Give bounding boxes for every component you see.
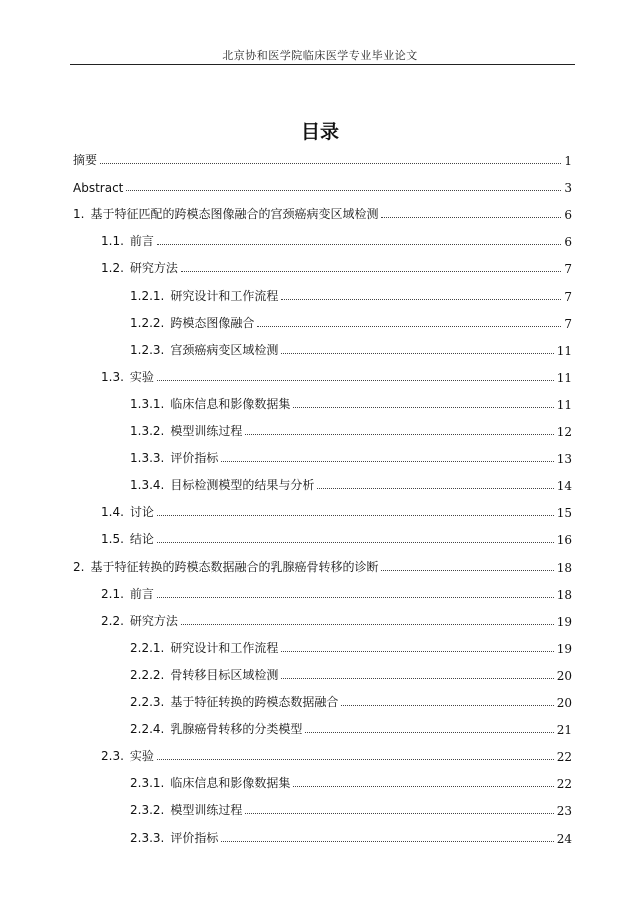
toc-entry-page: 6 bbox=[564, 235, 572, 250]
dot-leader bbox=[181, 624, 554, 625]
toc-entry-page: 11 bbox=[556, 343, 572, 358]
toc-entry-page: 18 bbox=[556, 587, 572, 602]
toc-entry-title: 评价指标 bbox=[170, 451, 219, 466]
toc-entry-title: 实验 bbox=[129, 749, 154, 764]
toc-entry-title: 研究设计和工作流程 bbox=[170, 640, 279, 655]
toc-entry-page: 22 bbox=[556, 777, 572, 792]
toc-entry[interactable] bbox=[130, 717, 572, 737]
toc-entry-page: 21 bbox=[556, 723, 572, 738]
dot-leader bbox=[100, 163, 561, 164]
toc-entry-label bbox=[130, 341, 278, 358]
toc-entry[interactable] bbox=[130, 338, 572, 358]
toc-entry-number: 2.3.2. bbox=[130, 803, 165, 818]
toc-entry-number: 1.2.3. bbox=[130, 342, 165, 357]
toc-entry-label bbox=[130, 449, 218, 466]
dot-leader bbox=[293, 786, 553, 787]
dot-leader bbox=[381, 570, 553, 571]
toc-entry-page: 19 bbox=[556, 641, 572, 656]
toc-entry-number: 2.3.3. bbox=[130, 830, 165, 845]
toc-entry-title: 前言 bbox=[129, 586, 154, 601]
toc-entry[interactable] bbox=[130, 663, 572, 683]
toc-entry-label bbox=[73, 205, 378, 222]
toc-entry-title: 目标检测模型的结果与分析 bbox=[170, 478, 315, 493]
toc-entry[interactable] bbox=[73, 175, 572, 195]
toc-entry-title: 基于特征转换的跨模态数据融合 bbox=[170, 695, 339, 709]
toc-entry-label bbox=[73, 151, 97, 168]
toc-entry-title: 研究设计和工作流程 bbox=[170, 288, 279, 303]
toc-entry[interactable] bbox=[101, 744, 572, 764]
dot-leader bbox=[281, 678, 553, 679]
toc-entry-label bbox=[101, 585, 154, 602]
toc-entry-label bbox=[130, 666, 278, 683]
toc-entry[interactable] bbox=[130, 311, 572, 331]
toc-entry-title: 宫颈癌病变区域检测 bbox=[170, 342, 279, 357]
toc-entry-page: 11 bbox=[556, 397, 572, 412]
toc-entry[interactable] bbox=[130, 392, 572, 412]
toc-entry-label bbox=[101, 747, 154, 764]
toc-entry-number: 1.3.2. bbox=[130, 424, 165, 438]
toc-entry[interactable] bbox=[130, 636, 572, 656]
toc-entry-title: 骨转移目标区域检测 bbox=[170, 667, 279, 682]
toc-entry-number: 1.1. bbox=[101, 234, 124, 249]
toc-entry-number: 2. bbox=[73, 559, 85, 574]
toc-entry-number: 2.2.3. bbox=[130, 695, 165, 709]
dot-leader bbox=[281, 651, 553, 652]
toc-entry-label bbox=[130, 720, 302, 737]
toc-entry[interactable] bbox=[130, 690, 572, 710]
toc-entry[interactable] bbox=[73, 202, 572, 222]
toc-entry[interactable] bbox=[101, 500, 572, 520]
toc-entry-page: 6 bbox=[564, 208, 572, 223]
toc-entry-number: 1. bbox=[73, 207, 85, 222]
dot-leader bbox=[157, 597, 554, 598]
dot-leader bbox=[245, 434, 553, 435]
toc-entry-label bbox=[130, 801, 242, 818]
toc-entry-page: 13 bbox=[556, 452, 572, 467]
dot-leader bbox=[126, 190, 561, 191]
toc-entry[interactable] bbox=[130, 419, 572, 439]
toc-entry-number: 1.3. bbox=[101, 369, 124, 384]
toc-entry[interactable] bbox=[130, 771, 572, 791]
dot-leader bbox=[157, 542, 554, 543]
toc-entry-number: 1.4. bbox=[101, 505, 124, 520]
toc-entry-label bbox=[101, 530, 154, 547]
toc-entry-page: 16 bbox=[556, 533, 572, 548]
header-rule bbox=[70, 64, 575, 65]
toc-entry-page: 12 bbox=[556, 425, 572, 439]
toc-entry[interactable] bbox=[130, 798, 572, 818]
toc-entry-number: 2.2.1. bbox=[130, 640, 165, 655]
toc-entry-title: 临床信息和影像数据集 bbox=[170, 776, 291, 791]
toc-entry-number: 2.2.2. bbox=[130, 667, 165, 682]
toc-entry-title: 模型训练过程 bbox=[170, 803, 243, 818]
toc-entry-title: 实验 bbox=[129, 369, 154, 384]
toc-entry[interactable] bbox=[73, 555, 572, 575]
toc-entry-number: 2.3.1. bbox=[130, 776, 165, 791]
toc-entry-title: 研究方法 bbox=[129, 613, 178, 628]
toc-entry-page: 18 bbox=[556, 560, 572, 575]
toc-entry[interactable] bbox=[130, 473, 572, 493]
toc-entry-number: 2.1. bbox=[101, 586, 124, 601]
toc-entry-label bbox=[130, 422, 242, 439]
toc-entry[interactable] bbox=[130, 446, 572, 466]
toc-entry-page: 7 bbox=[564, 316, 572, 331]
toc-entry-label bbox=[101, 503, 154, 520]
toc-entry-page: 11 bbox=[556, 370, 572, 385]
dot-leader bbox=[221, 841, 553, 842]
dot-leader bbox=[381, 217, 561, 218]
toc-entry-label bbox=[101, 232, 154, 249]
toc-entry-title: 跨模态图像融合 bbox=[170, 315, 255, 330]
dot-leader bbox=[341, 705, 553, 706]
toc-entry-page: 3 bbox=[564, 181, 572, 196]
toc-entry-title: 评价指标 bbox=[170, 830, 219, 845]
toc-entry-page: 22 bbox=[556, 750, 572, 765]
toc-entry-title: 结论 bbox=[129, 532, 154, 547]
toc-entry-label bbox=[130, 774, 290, 791]
toc-entry-number: 1.2. bbox=[101, 261, 124, 276]
dot-leader bbox=[157, 759, 554, 760]
toc-title: 目录 bbox=[300, 121, 339, 143]
toc-entry-number: 2.2.4. bbox=[130, 722, 165, 737]
toc-entry-title: 基于特征匹配的跨模态图像融合的宫颈癌病变区域检测 bbox=[90, 207, 379, 222]
toc-entry-page: 19 bbox=[556, 614, 572, 629]
toc-entry-number: 2.2. bbox=[101, 613, 124, 628]
dot-leader bbox=[281, 353, 553, 354]
dot-leader bbox=[157, 244, 561, 245]
toc-entry-label bbox=[130, 287, 278, 304]
toc-entry-label bbox=[73, 181, 123, 195]
toc-entry-label bbox=[101, 368, 154, 385]
toc-entry-label bbox=[73, 558, 378, 575]
toc-entry-page: 20 bbox=[556, 696, 572, 710]
dot-leader bbox=[317, 488, 553, 489]
toc-entry-page: 7 bbox=[564, 262, 572, 277]
dot-leader bbox=[157, 380, 554, 381]
toc-entry-label bbox=[130, 476, 314, 493]
toc-entry-page: 14 bbox=[556, 479, 572, 494]
dot-leader bbox=[157, 515, 554, 516]
toc-entry-page: 7 bbox=[564, 289, 572, 304]
toc-entry[interactable] bbox=[130, 284, 572, 304]
toc-entry[interactable] bbox=[101, 365, 572, 385]
toc-entry-label bbox=[130, 314, 254, 331]
dot-leader bbox=[221, 461, 553, 462]
toc-entry[interactable] bbox=[73, 148, 572, 168]
toc-entry-number: 1.3.1. bbox=[130, 396, 165, 411]
toc-entry-page: 15 bbox=[556, 506, 572, 521]
toc-entry[interactable] bbox=[101, 527, 572, 547]
toc-entry[interactable] bbox=[101, 609, 572, 629]
dot-leader bbox=[245, 813, 553, 814]
toc-entry-number: 1.3.3. bbox=[130, 451, 165, 466]
toc-entry-page: 20 bbox=[556, 668, 572, 683]
toc-entry-number: 2.3. bbox=[101, 749, 124, 764]
toc-entry[interactable] bbox=[130, 826, 572, 846]
toc-entry-label bbox=[130, 829, 218, 846]
toc-entry-number: 1.3.4. bbox=[130, 478, 165, 493]
toc-entry-title: Abstract bbox=[73, 181, 124, 196]
toc-entry-page: 1 bbox=[564, 154, 572, 168]
toc-entry-label bbox=[130, 639, 278, 656]
toc-entry-title: 基于特征转换的跨模态数据融合的乳腺癌骨转移的诊断 bbox=[90, 559, 379, 574]
toc-entry-label bbox=[101, 259, 178, 276]
toc-entry-number: 1.2.2. bbox=[130, 315, 165, 330]
toc-entry-title: 前言 bbox=[129, 234, 154, 249]
dot-leader bbox=[257, 326, 561, 327]
toc-entry[interactable] bbox=[101, 229, 572, 249]
toc-entry-title: 研究方法 bbox=[129, 261, 178, 276]
toc-entry[interactable] bbox=[101, 582, 572, 602]
dot-leader bbox=[293, 407, 553, 408]
toc-entry-number: 1.5. bbox=[101, 532, 124, 547]
toc-entry-title: 讨论 bbox=[129, 505, 154, 520]
toc-entry-title: 临床信息和影像数据集 bbox=[170, 396, 291, 411]
toc-entry-label bbox=[101, 612, 178, 629]
toc-entry-title: 乳腺癌骨转移的分类模型 bbox=[170, 722, 303, 737]
dot-leader bbox=[281, 299, 561, 300]
toc-entry-page: 24 bbox=[556, 831, 572, 846]
toc-entry[interactable] bbox=[101, 256, 572, 276]
toc-entry-label bbox=[130, 693, 338, 710]
toc-entry-number: 1.2.1. bbox=[130, 288, 165, 303]
toc-entry-page: 23 bbox=[556, 804, 572, 819]
running-header: 北京协和医学院临床医学专业毕业论文 bbox=[222, 49, 418, 62]
dot-leader bbox=[181, 271, 561, 272]
toc-entry-title: 摘要 bbox=[73, 153, 98, 167]
toc-entry-label bbox=[130, 395, 290, 412]
dot-leader bbox=[305, 732, 553, 733]
toc-entry-title: 模型训练过程 bbox=[170, 424, 243, 438]
